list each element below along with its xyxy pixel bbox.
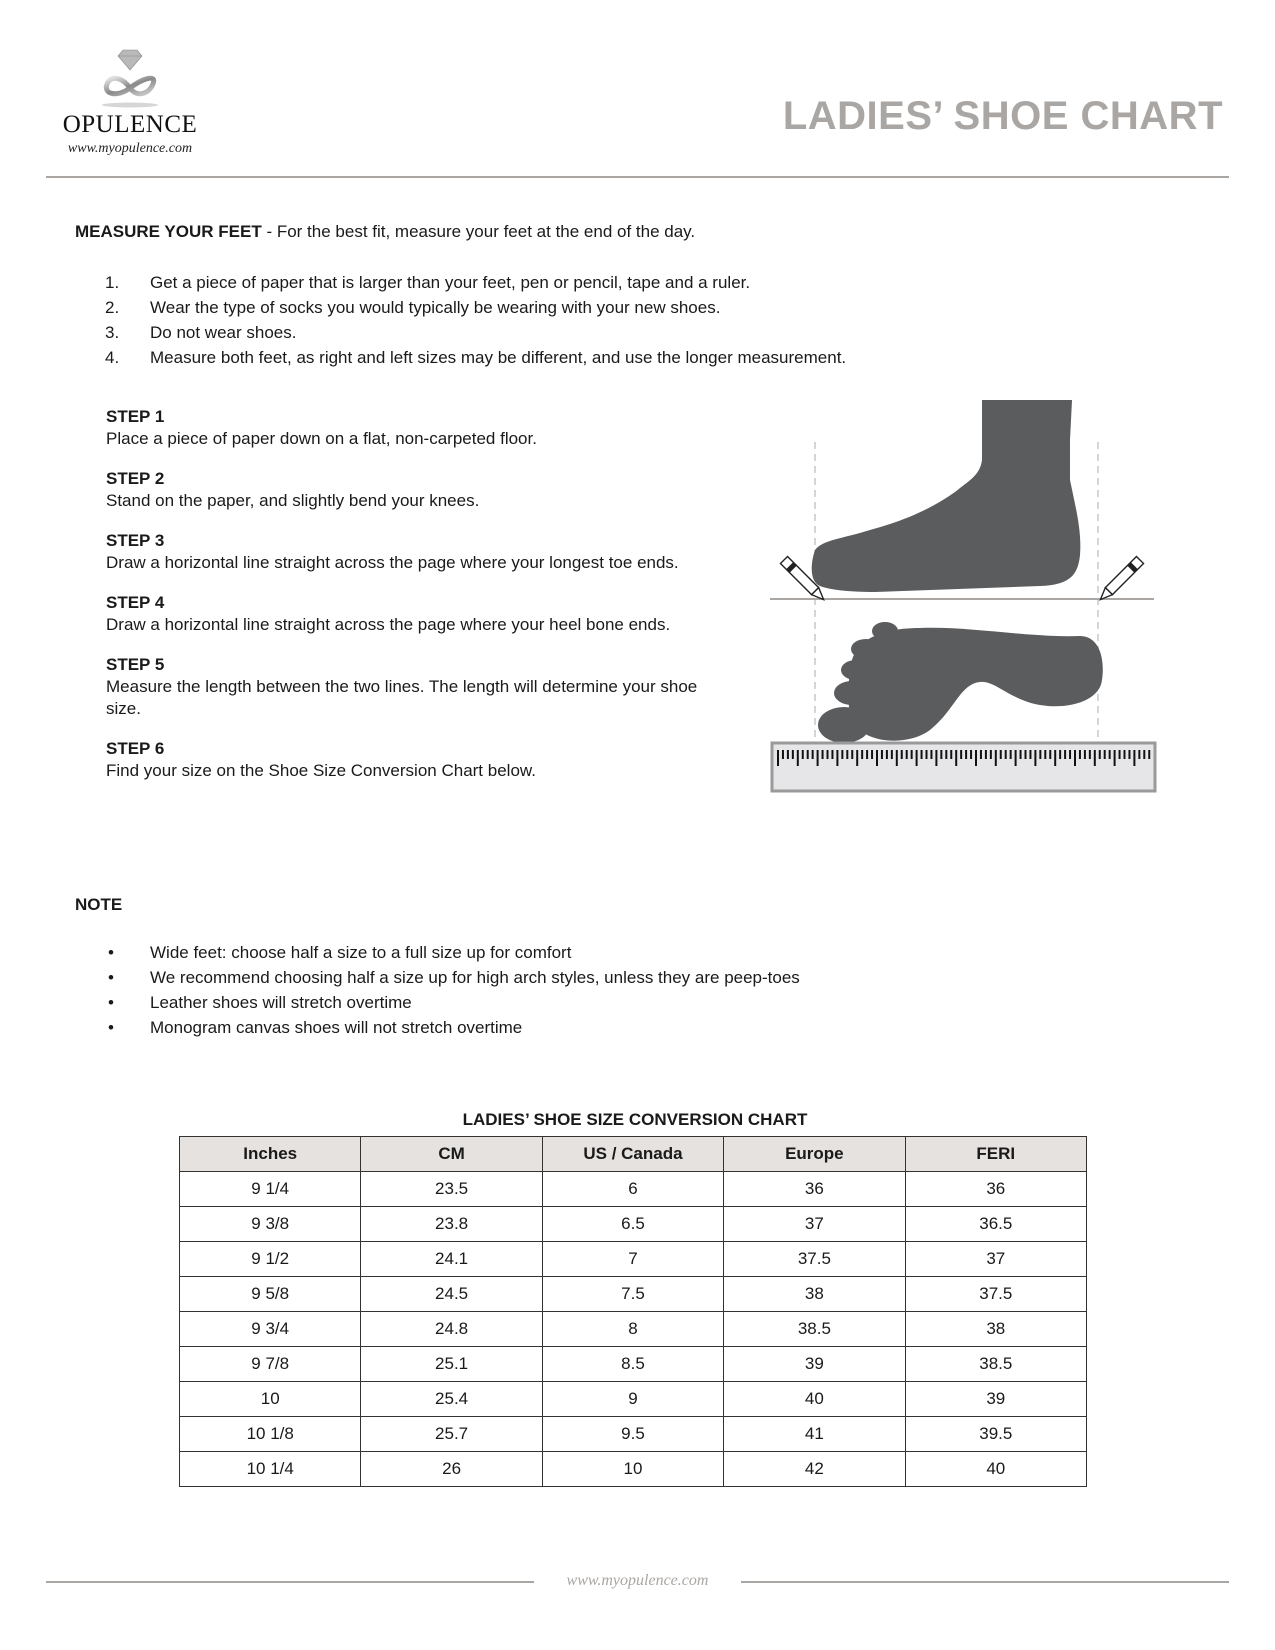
table-row — [180, 1417, 1087, 1452]
checklist-item — [105, 345, 846, 370]
column-header: Europe — [724, 1137, 905, 1172]
checklist — [105, 270, 846, 370]
step-heading: STEP 5 — [106, 655, 165, 674]
step-heading: STEP 4 — [106, 593, 165, 612]
table-cell: 25.4 — [361, 1382, 542, 1417]
table-cell: 8.5 — [542, 1347, 723, 1382]
brand-logo — [50, 48, 210, 157]
table-row — [180, 1207, 1087, 1242]
step-5 — [106, 654, 746, 720]
step-heading: STEP 6 — [106, 739, 165, 758]
toe-icon — [841, 660, 871, 680]
table-cell: 24.1 — [361, 1242, 542, 1277]
step-text: Place a piece of paper down on a flat, non-carpeted floor. — [106, 429, 537, 448]
toe-icon — [818, 707, 870, 743]
note-heading: NOTE — [75, 895, 123, 914]
step-text: Draw a horizontal line straight across the page where your longest toe ends. — [106, 553, 679, 572]
checklist-text: Do not wear shoes. — [150, 323, 297, 342]
step-3 — [106, 530, 746, 574]
table-cell: 24.5 — [361, 1277, 542, 1312]
table-cell: 7 — [542, 1242, 723, 1277]
table-cell: 25.1 — [361, 1347, 542, 1382]
column-header: CM — [361, 1137, 542, 1172]
step-text: Find your size on the Shoe Size Conversion Chart below. — [106, 761, 536, 780]
checklist-text: Measure both feet, as right and left sizes may be different, and use the longer measurement. — [150, 348, 847, 367]
checklist-number: 2. — [105, 298, 120, 317]
conversion-table-title: LADIES’ SHOE SIZE CONVERSION CHART — [462, 1110, 808, 1129]
column-header: Inches — [180, 1137, 361, 1172]
table-row — [180, 1452, 1087, 1487]
table-cell: 38.5 — [724, 1312, 905, 1347]
bullet-icon: • — [108, 943, 114, 962]
step-4 — [106, 592, 746, 636]
steps-list — [106, 406, 746, 800]
ruler-icon — [772, 743, 1155, 791]
table-cell: 9 1/4 — [180, 1172, 361, 1207]
pencil-right-icon — [1097, 556, 1144, 603]
table-cell: 38 — [724, 1277, 905, 1312]
table-cell: 25.7 — [361, 1417, 542, 1452]
conversion-table — [179, 1136, 1087, 1487]
table-cell: 9 1/2 — [180, 1242, 361, 1277]
measure-intro — [75, 222, 695, 242]
table-cell: 37.5 — [905, 1277, 1086, 1312]
table-cell: 39 — [905, 1382, 1086, 1417]
table-cell: 8 — [542, 1312, 723, 1347]
table-cell: 7.5 — [542, 1277, 723, 1312]
table-header-row — [180, 1137, 1087, 1172]
table-cell: 38 — [905, 1312, 1086, 1347]
step-text: Draw a horizontal line straight across the page where your heel bone ends. — [106, 615, 671, 634]
table-cell: 10 — [542, 1452, 723, 1487]
table-cell: 37.5 — [724, 1242, 905, 1277]
footer-url: www.myopulence.com — [566, 1572, 709, 1589]
table-cell: 36 — [724, 1172, 905, 1207]
note-text: We recommend choosing half a size up for high arch styles, unless they are peep-toes — [150, 968, 800, 987]
brand-name: OPULENCE — [62, 111, 198, 138]
table-cell: 9 3/4 — [180, 1312, 361, 1347]
table-cell: 42 — [724, 1452, 905, 1487]
checklist-item — [105, 270, 846, 295]
footprint-icon — [848, 628, 1103, 741]
note-item — [108, 990, 800, 1015]
intro-separator: - — [261, 222, 277, 241]
note-text: Wide feet: choose half a size to a full size up for comfort — [150, 943, 572, 962]
column-header: FERI — [905, 1137, 1086, 1172]
table-cell: 40 — [724, 1382, 905, 1417]
page-title: LADIES’ SHOE CHART — [782, 94, 1223, 138]
table-cell: 9 5/8 — [180, 1277, 361, 1312]
step-1 — [106, 406, 746, 450]
table-cell: 9 — [542, 1382, 723, 1417]
step-2 — [106, 468, 746, 512]
table-row — [180, 1382, 1087, 1417]
table-row — [180, 1312, 1087, 1347]
note-item — [108, 940, 800, 965]
table-cell: 38.5 — [905, 1347, 1086, 1382]
step-heading: STEP 1 — [106, 407, 165, 426]
measure-heading: MEASURE YOUR FEET — [75, 222, 262, 241]
toe-icon — [851, 639, 881, 659]
table-row — [180, 1172, 1087, 1207]
table-cell: 40 — [905, 1452, 1086, 1487]
foot-side-icon — [812, 400, 1081, 592]
bullet-icon: • — [108, 993, 114, 1012]
table-cell: 36.5 — [905, 1207, 1086, 1242]
note-item — [108, 1015, 800, 1040]
step-heading: STEP 2 — [106, 469, 165, 488]
diamond-infinity-logo-icon — [85, 48, 175, 110]
table-row — [180, 1347, 1087, 1382]
table-cell: 9.5 — [542, 1417, 723, 1452]
step-6 — [106, 738, 746, 782]
table-cell: 10 1/8 — [180, 1417, 361, 1452]
table-cell: 9 3/8 — [180, 1207, 361, 1242]
table-cell: 26 — [361, 1452, 542, 1487]
table-cell: 24.8 — [361, 1312, 542, 1347]
toe-icon — [834, 681, 870, 705]
table-row — [180, 1277, 1087, 1312]
brand-url: www.myopulence.com — [67, 141, 193, 156]
checklist-number: 3. — [105, 323, 120, 342]
bullet-icon: • — [108, 1018, 114, 1037]
table-cell: 37 — [905, 1242, 1086, 1277]
step-text: Stand on the paper, and slightly bend your knees. — [106, 491, 480, 510]
step-heading: STEP 3 — [106, 531, 165, 550]
table-cell: 10 1/4 — [180, 1452, 361, 1487]
table-row — [180, 1242, 1087, 1277]
foot-measurement-illustration — [770, 400, 1190, 810]
toe-icon — [872, 622, 898, 640]
checklist-item — [105, 295, 846, 320]
checklist-number: 4. — [105, 348, 120, 367]
footer-divider-right — [741, 1581, 1229, 1583]
table-cell: 9 7/8 — [180, 1347, 361, 1382]
table-cell: 6.5 — [542, 1207, 723, 1242]
table-cell: 10 — [180, 1382, 361, 1417]
note-text: Leather shoes will stretch overtime — [150, 993, 412, 1012]
table-cell: 6 — [542, 1172, 723, 1207]
table-cell: 36 — [905, 1172, 1086, 1207]
table-cell: 39 — [724, 1347, 905, 1382]
table-cell: 37 — [724, 1207, 905, 1242]
note-list — [108, 940, 800, 1040]
step-text: Measure the length between the two lines. The length will determine your shoe size. — [106, 677, 698, 718]
checklist-text: Wear the type of socks you would typically be wearing with your new shoes. — [150, 298, 721, 317]
checklist-text: Get a piece of paper that is larger than your feet, pen or pencil, tape and a ruler. — [150, 273, 751, 292]
table-cell: 41 — [724, 1417, 905, 1452]
note-text: Monogram canvas shoes will not stretch overtime — [150, 1018, 523, 1037]
checklist-item — [105, 320, 846, 345]
bullet-icon: • — [108, 968, 114, 987]
footer — [46, 1572, 1229, 1592]
checklist-number: 1. — [105, 273, 120, 292]
note-item — [108, 965, 800, 990]
header-divider — [46, 176, 1229, 178]
table-cell: 23.5 — [361, 1172, 542, 1207]
table-cell: 23.8 — [361, 1207, 542, 1242]
column-header: US / Canada — [542, 1137, 723, 1172]
table-cell: 39.5 — [905, 1417, 1086, 1452]
measure-intro-text: For the best fit, measure your feet at the end of the day. — [276, 222, 696, 241]
